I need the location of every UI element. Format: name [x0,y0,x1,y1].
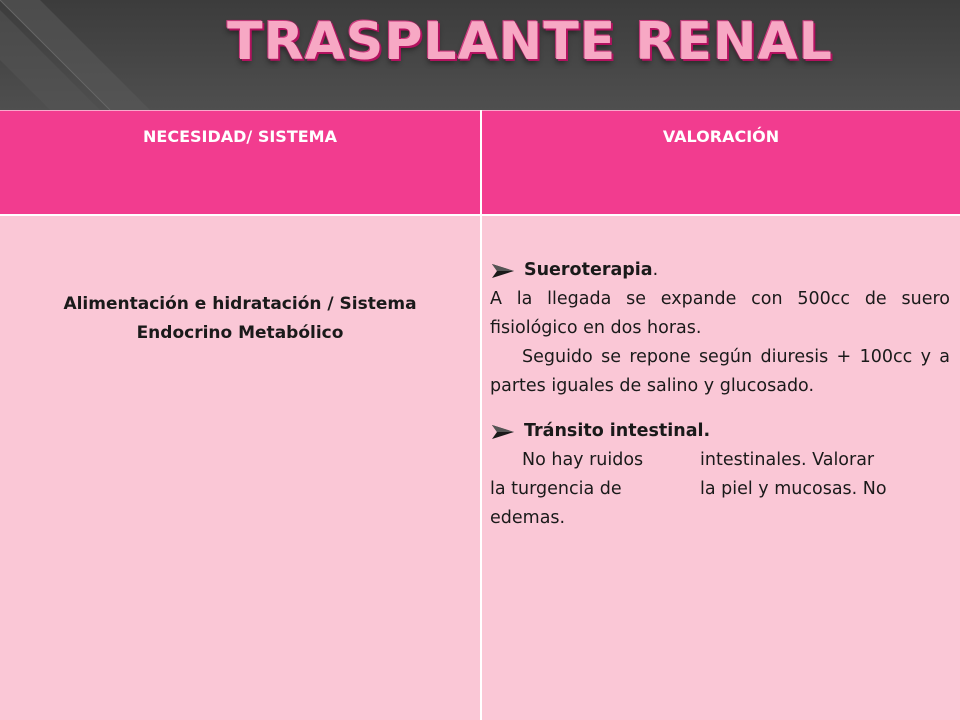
valoracion-cell [490,256,950,533]
column-divider [480,110,482,720]
paragraph-expansion: A la llegada se expande con 500cc de suero fisiológico en dos horas. [490,289,950,338]
bullet-sueroterapia-label: Sueroterapia [524,260,653,280]
necesidad-line-1: Alimentación e hidratación / Sistema [63,294,417,314]
slide-title: TRASPLANTE RENAL [227,12,833,72]
ruidos-text-1b: intestinales. Valorar [700,450,875,470]
paragraph-reposicion: Seguido se repone según diuresis + 100cc y a partes iguales de salino y glucosado. [490,347,950,396]
bullet-transito-label: Tránsito intestinal. [524,421,711,441]
ruidos-text-2a: la turgencia de [490,479,622,499]
content-table [0,110,960,720]
bullet-transito-intestinal [490,417,950,446]
ruidos-text-1a: No hay ruidos [522,450,644,470]
paragraph-ruidos-row-2 [490,475,950,504]
bullet-sueroterapia-period: . [652,260,659,280]
ruidos-text-3: edemas. [490,508,566,528]
header-necesidad-sistema: NECESIDAD/ SISTEMA [143,127,337,146]
necesidad-line-2: Endocrino Metabólico [136,323,344,343]
bullet-sueroterapia [490,256,950,285]
arrow-bullet-icon [492,425,514,439]
necesidad-cell [14,290,466,348]
slide-header [0,0,960,110]
header-valoracion: VALORACIÓN [662,127,780,146]
paragraph-ruidos-row-1 [490,446,950,475]
arrow-bullet-icon [492,264,514,278]
ruidos-text-2b: la piel y mucosas. No [700,479,887,499]
